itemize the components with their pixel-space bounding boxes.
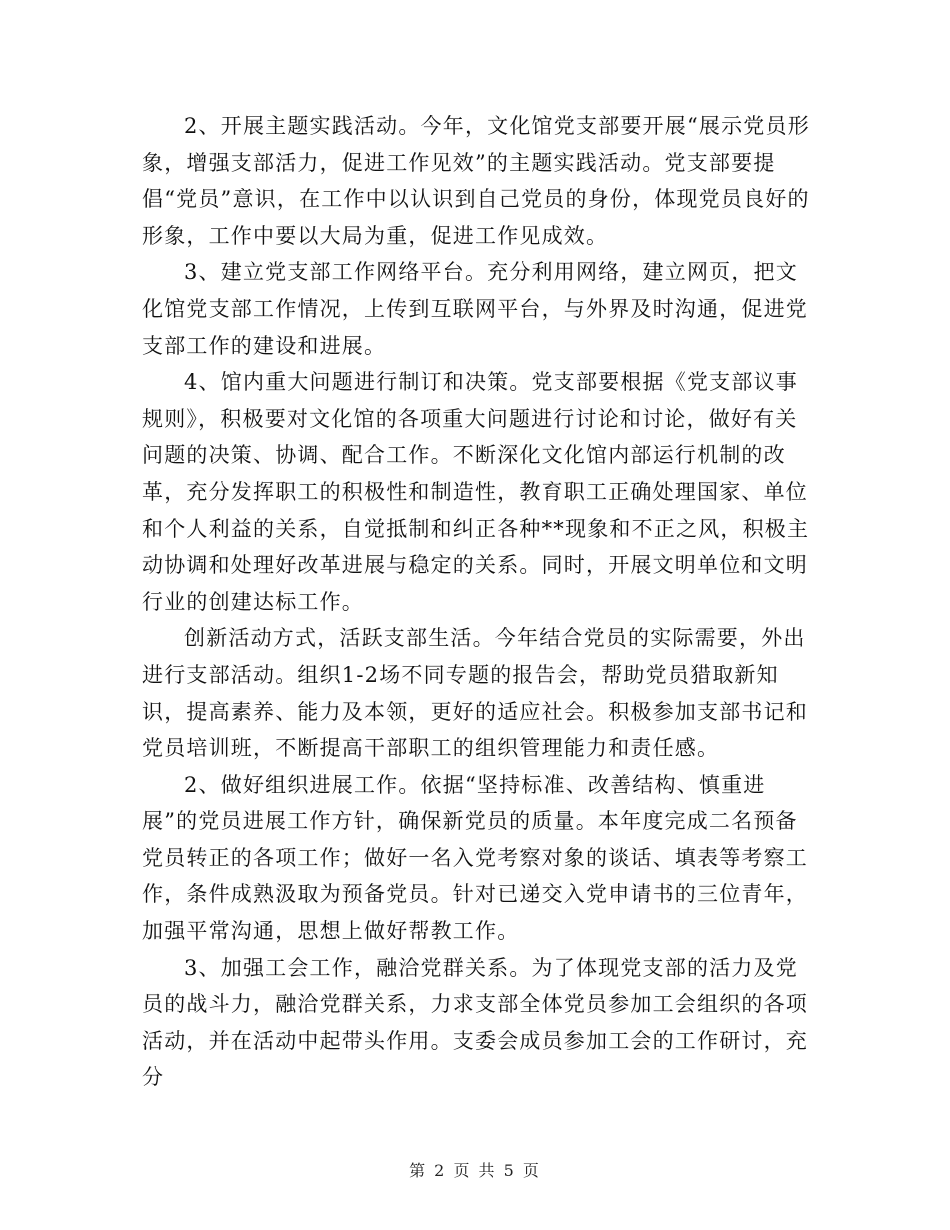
page-number-footer: 第 2 页 共 5 页 [409, 1161, 541, 1180]
paragraph-4: 创新活动方式，活跃支部生活。今年结合党员的实际需要，外出进行支部活动。组织1-2场不同专题的报告会，帮助党员猎取新知识，提高素养、能力及本领，更好的适应社会。积极参加支部书记和党员培训班，不断提高干部职工的组织管理能力和责任感。 [142, 626, 808, 761]
paragraph-2: 3、建立党支部工作网络平台。充分利用网络，建立网页，把文化馆党支部工作情况，上传到互联网平台，与外界及时沟通，促进党支部工作的建设和进展。 [142, 260, 808, 358]
document-body [142, 108, 812, 1096]
paragraph-5: 2、做好组织进展工作。依据“坚持标准、改善结构、慎重进展”的党员进展工作方针，确保新党员的质量。本年度完成二名预备党员转正的各项工作；做好一名入党考察对象的谈话、填表等考察工作，条件成熟汲取为预备党员。针对已递交入党申请书的三位青年，加强平常沟通，思想上做好帮教工作。 [142, 772, 808, 944]
paragraph-6: 3、加强工会工作，融洽党群关系。为了体现党支部的活力及党员的战斗力，融洽党群关系，力求支部全体党员参加工会组织的各项活动，并在活动中起带头作用。支委会成员参加工会的工作研讨，充分 [142, 955, 808, 1090]
paragraph-3: 4、馆内重大问题进行制订和决策。党支部要根据《党支部议事规则》，积极要对文化馆的各项重大问题进行讨论和讨论，做好有关问题的决策、协调、配合工作。不断深化文化馆内部运行机制的改革，充分发挥职工的积极性和制造性，教育职工正确处理国家、单位和个人利益的关系，自觉抵制和纠正各种**现象和不正之风，积极主动协调和处理好改革进展与稳定的关系。同时，开展文明单位和文明行业的创建达标工作。 [142, 370, 810, 614]
paragraph-1: 2、开展主题实践活动。今年，文化馆党支部要开展“展示党员形象，增强支部活力，促进工作见效”的主题实践活动。党支部要提倡“党员”意识，在工作中以认识到自己党员的身份，体现党员良好的形象，工作中要以大局为重，促进工作见成效。 [142, 114, 810, 248]
